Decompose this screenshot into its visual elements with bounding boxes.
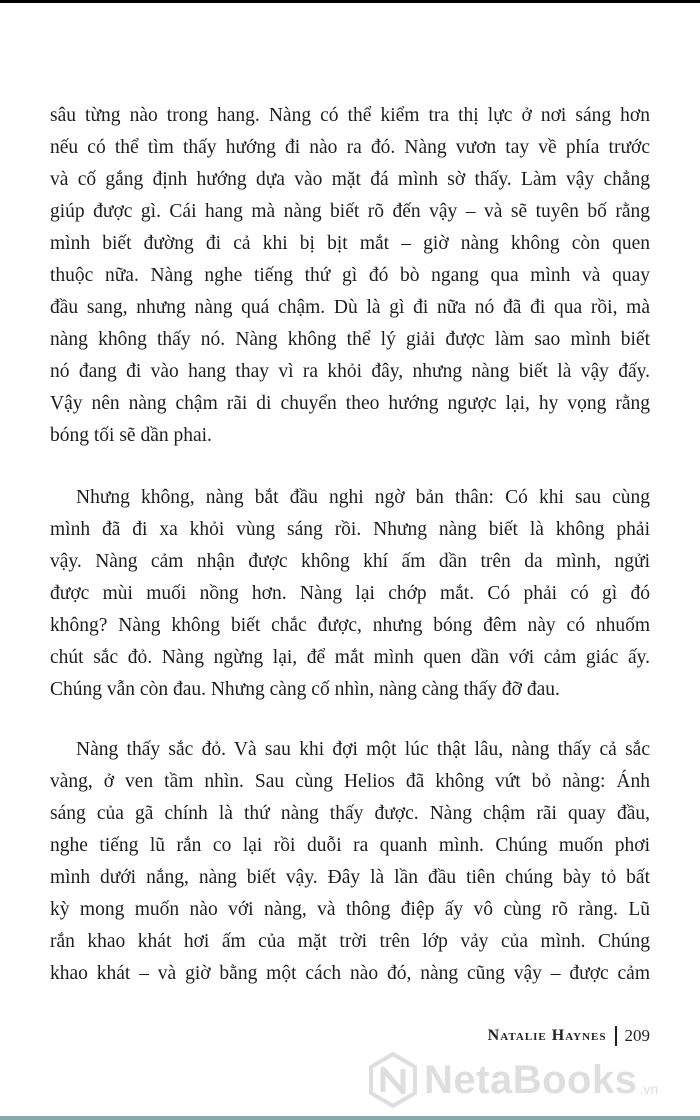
bottom-edge	[0, 1116, 700, 1120]
text-line: nó đang đi vào hang thay vì ra khỏi đây, nhưng nàng biết là vậy đấy.	[50, 361, 650, 382]
text-line: nghe tiếng lũ rắn co lại rồi duỗi ra quanh mình. Chúng muốn phơi	[50, 835, 650, 856]
text-line: bóng tối sẽ dần phai.	[50, 425, 212, 446]
netabooks-logo-icon	[368, 1052, 418, 1108]
text-line: Nàng thấy sắc đỏ. Và sau khi đợi một lúc thật lâu, nàng thấy cả sắc	[76, 739, 650, 760]
paragraph-3	[50, 734, 650, 990]
watermark	[368, 1050, 658, 1110]
text-line: kỳ mong muốn nào với nàng, và thông điệp ấy vô cùng rõ ràng. Lũ	[50, 899, 650, 920]
text-line: thuộc nữa. Nàng nghe tiếng thứ gì đó bò ngang qua mình và quay	[50, 265, 650, 286]
paragraph-2	[50, 482, 650, 706]
text-line: mình dưới nắng, nàng biết vậy. Đây là lần đầu tiên chúng bày tỏ bất	[50, 867, 650, 888]
watermark-brand: NetaBooks	[424, 1057, 638, 1102]
author-name: Natalie Haynes	[487, 1027, 607, 1044]
page-number: 209	[624, 1026, 650, 1045]
text-line: Nhưng không, nàng bắt đầu nghi ngờ bản thân: Có khi sau cùng	[76, 487, 650, 508]
running-footer	[488, 1024, 650, 1048]
text-line: Vậy nên nàng chậm rãi di chuyển theo hướng ngược lại, hy vọng rằng	[50, 393, 650, 414]
text-line: khao khát – và giờ bằng một cách nào đó, nàng cũng vậy – được cảm	[50, 963, 650, 984]
text-line: mình đã đi xa khỏi vùng sáng rồi. Nhưng nàng biết là không phải	[50, 519, 650, 540]
text-line: đầu sang, nhưng nàng quá chậm. Dù là gì đi nữa nó đã đi qua rồi, mà	[50, 297, 650, 318]
text-line: được mùi muối nồng hơn. Nàng lại chớp mắt. Có phải có gì đó	[50, 583, 650, 604]
text-line: vàng, ở ven tầm nhìn. Sau cùng Helios đã không vứt bỏ nàng: Ánh	[50, 771, 650, 792]
text-line: sáng của gã chính là thứ nàng thấy được. Nàng chậm rãi quay đầu,	[50, 803, 650, 824]
text-line: rắn khao khát hơi ấm của mặt trời trên lớp vảy của mình. Chúng	[50, 931, 650, 952]
text-line: nếu có thể tìm thấy hướng đi nào ra đó. Nàng vươn tay về phía trước	[50, 137, 650, 158]
text-line: chút sắc đỏ. Nàng ngừng lại, để mắt mình quen dần với cảm giác ấy.	[50, 647, 650, 668]
watermark-tld: .vn	[639, 1081, 659, 1097]
text-line: và cố gắng định hướng dựa vào mặt đá mình sờ thấy. Làm vậy chẳng	[50, 169, 650, 190]
text-line: không? Nàng không biết chắc được, nhưng bóng đêm này có nhuốm	[50, 615, 650, 636]
paragraph-1	[50, 100, 650, 452]
text-line: giúp được gì. Cái hang mà nàng biết rõ đến vậy – và sẽ tuyên bố rằng	[50, 201, 650, 222]
text-line: sâu từng nào trong hang. Nàng có thể kiểm tra thị lực ở nơi sáng hơn	[50, 105, 650, 126]
text-line: vậy. Nàng cảm nhận được không khí ấm dần trên da mình, ngửi	[50, 551, 650, 572]
text-line: nàng không thấy nó. Nàng không thể lý giải được làm sao mình biết	[50, 329, 650, 350]
text-line: mình biết đường đi cả khi bị bịt mắt – giờ nàng không còn quen	[50, 233, 650, 254]
top-border	[0, 0, 700, 3]
footer-divider	[615, 1026, 617, 1046]
text-line: Chúng vẫn còn đau. Nhưng càng cố nhìn, nàng càng thấy đỡ đau.	[50, 679, 560, 700]
